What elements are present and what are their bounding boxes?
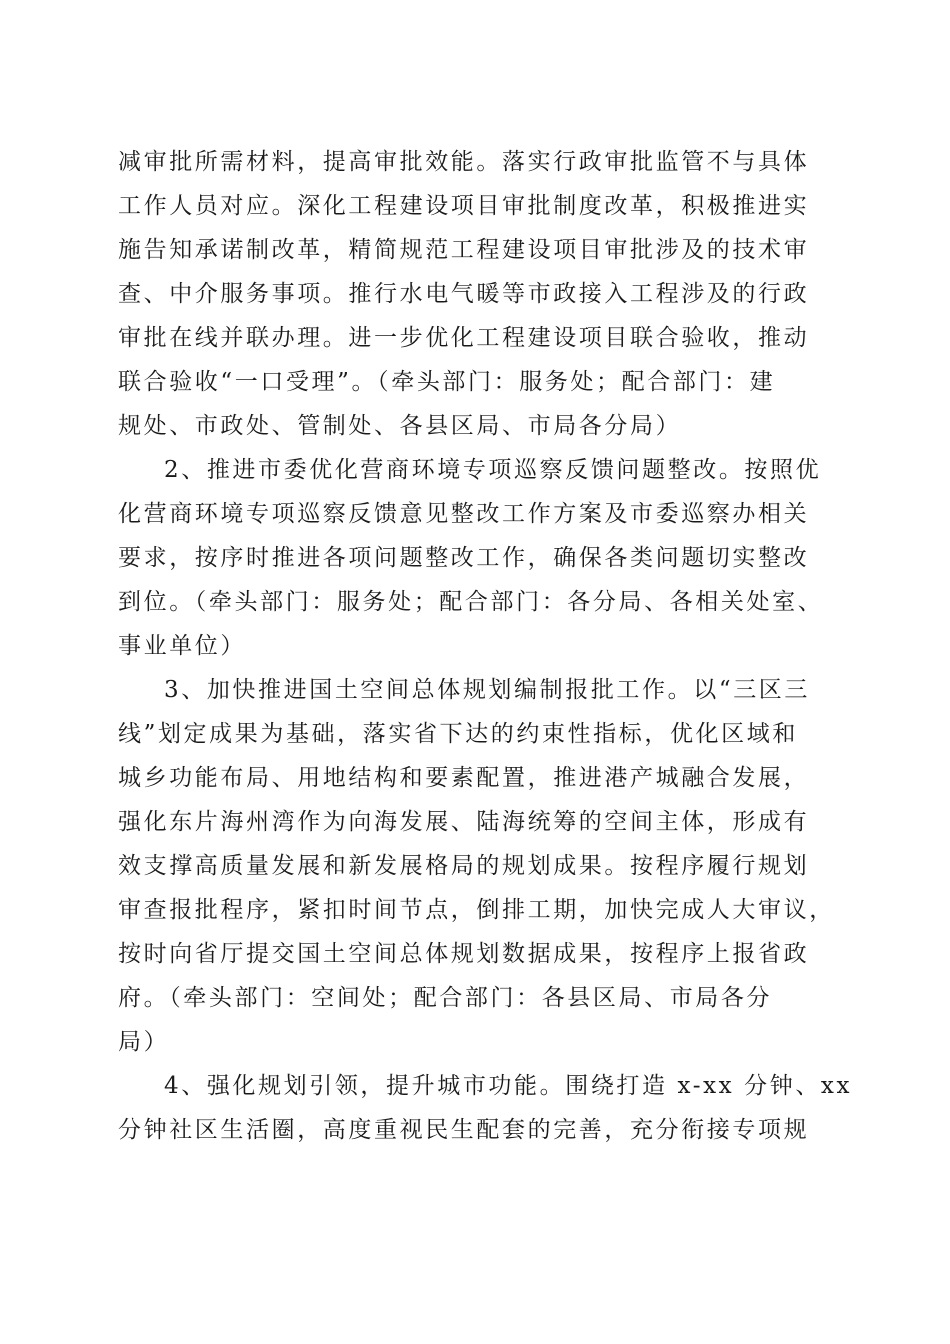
paragraph-3-start: 3、加快推进国土空间总体规划编制报批工作。以“三区三 — [164, 677, 810, 703]
text-line-20: 府。（牵头部门：空间处；配合部门：各县区局、市局各分 — [118, 985, 773, 1011]
text-line-12: 事业单位） — [118, 633, 246, 659]
text-line-16: 强化东片海州湾作为向海发展、陆海统筹的空间主体，形成有 — [118, 809, 810, 835]
text-line-10: 要求，按序时推进各项问题整改工作，确保各类问题切实整改 — [118, 545, 810, 571]
text-line-7: 规处、市政处、管制处、各县区局、市局各分局） — [118, 413, 682, 439]
text-line-18: 审查报批程序，紧扣时间节点，倒排工期，加快完成人大审议， — [118, 897, 835, 923]
text-line-3: 施告知承诺制改革，精简规范工程建设项目审批涉及的技术审 — [118, 237, 810, 263]
text-line-23: 分钟社区生活圈，高度重视民生配套的完善，充分衔接专项规 — [118, 1117, 810, 1143]
text-line-19: 按时向省厅提交国土空间总体规划数据成果，按程序上报省政 — [118, 941, 810, 967]
text-line-5: 审批在线并联办理。进一步优化工程建设项目联合验收，推动 — [118, 325, 810, 351]
paragraph-2-start: 2、推进市委优化营商环境专项巡察反馈问题整改。按照优 — [164, 457, 822, 483]
text-line-1: 减审批所需材料，提高审批效能。落实行政审批监管不与具体 — [118, 149, 810, 175]
paragraph-4-start: 4、强化规划引领，提升城市功能。围绕打造 x-xx 分钟、xx — [164, 1073, 853, 1099]
text-line-2: 工作人员对应。深化工程建设项目审批制度改革，积极推进实 — [118, 193, 810, 219]
text-line-14: 线”划定成果为基础，落实省下达的约束性指标，优化区域和 — [118, 721, 798, 747]
document-body — [118, 140, 853, 1152]
text-line-17: 效支撑高质量发展和新发展格局的规划成果。按程序履行规划 — [118, 853, 810, 879]
text-line-4: 查、中介服务事项。推行水电气暖等市政接入工程涉及的行政 — [118, 281, 810, 307]
text-line-9: 化营商环境专项巡察反馈意见整改工作方案及市委巡察办相关 — [118, 501, 810, 527]
text-line-15: 城乡功能布局、用地结构和要素配置，推进港产城融合发展， — [118, 765, 810, 791]
text-line-11: 到位。（牵头部门：服务处；配合部门：各分局、各相关处室、 — [118, 589, 824, 615]
text-line-6: 联合验收“一口受理”。（牵头部门：服务处；配合部门：建 — [118, 369, 776, 395]
text-line-21: 局） — [118, 1029, 170, 1055]
